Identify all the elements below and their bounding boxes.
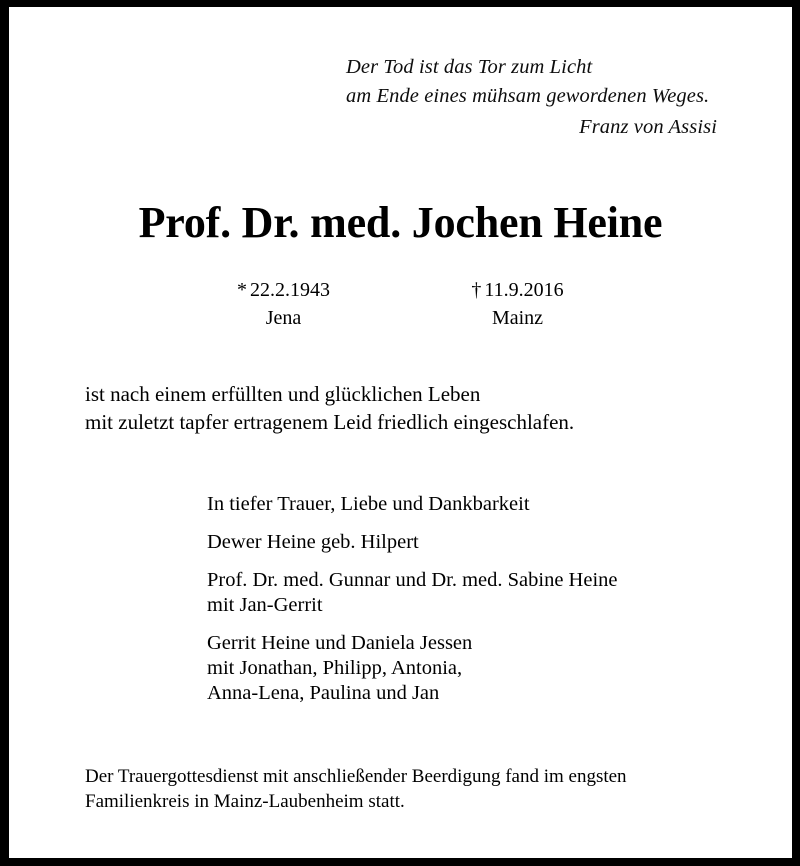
epigraph-line-1: Der Tod ist das Tor zum Licht [346,56,593,78]
epigraph-attribution: Franz von Assisi [579,116,717,138]
birth-place: Jena [265,307,302,329]
death-date-row [418,277,618,303]
life-dates [9,277,792,331]
mourner-group-1 [207,530,618,555]
mourner-group-3 [207,631,618,706]
deceased-name: Prof. Dr. med. Jochen Heine [138,198,663,247]
epigraph-line-2: am Ende eines mühsam gewordenen Weges. [346,85,710,107]
mourners-heading: In tiefer Trauer, Liebe und Dankbarkeit [207,493,530,515]
birth-info [184,277,384,331]
death-place: Mainz [491,307,544,329]
body-text [85,380,574,436]
mourner-group-2-line-2: mit Jan-Gerrit [207,594,323,616]
mourners-block [207,492,618,706]
birth-date-row [184,277,384,303]
mourner-group-3-line-1: Gerrit Heine und Daniela Jessen [207,632,473,654]
epigraph-quote [346,53,717,142]
notice-inner [9,7,792,858]
closing-line-1: Der Trauergottesdienst mit anschließender Beerdigung fand im engsten [85,766,627,787]
death-dagger-icon: † [471,279,482,301]
mourner-group-3-line-3: Anna-Lena, Paulina und Jan [207,682,440,704]
mourner-group-3-line-2: mit Jonathan, Philipp, Antonia, [207,657,463,679]
mourner-group-2 [207,568,618,618]
mourner-group-1-line-1: Dewer Heine geb. Hilpert [207,531,419,553]
body-line-2: mit zuletzt tapfer ertragenem Leid friedlich eingeschlafen. [85,410,575,434]
closing-note [85,764,627,814]
body-line-1: ist nach einem erfüllten und glücklichen Leben [85,382,481,406]
birth-date: 22.2.1943 [250,279,330,301]
death-date: 11.9.2016 [484,279,564,301]
death-info [418,277,618,331]
birth-asterisk-icon: * [237,279,247,301]
mourners-heading-group [207,492,618,517]
closing-line-2: Familienkreis in Mainz-Laubenheim statt. [85,791,405,812]
mourner-group-2-line-1: Prof. Dr. med. Gunnar und Dr. med. Sabine Heine [207,569,618,591]
